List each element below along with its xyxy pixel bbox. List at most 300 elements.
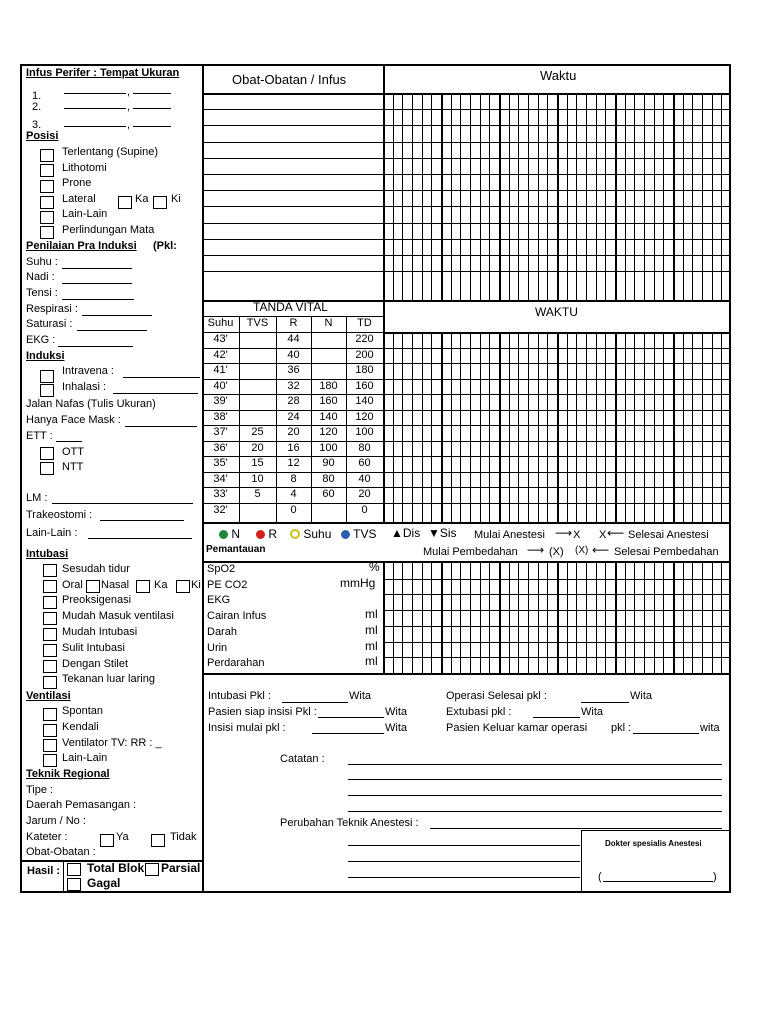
- vital-row-line: [202, 379, 384, 380]
- legend-n-label: N: [231, 527, 241, 541]
- signature-close: ): [713, 871, 717, 883]
- pasien-keluar-label: Pasien Keluar kamar operasi: [446, 722, 588, 734]
- waktu-grid-top-col: [470, 93, 471, 300]
- waktu-grid-top-col: [499, 93, 501, 300]
- insisi-field[interactable]: [312, 733, 384, 734]
- tekanan-laring-label: Tekanan luar laring: [62, 673, 155, 685]
- ntt-checkbox[interactable]: [40, 462, 54, 475]
- waktu-header-top: Waktu: [540, 68, 577, 83]
- kendali-checkbox[interactable]: [43, 724, 57, 737]
- ventilasi-lainlain-checkbox[interactable]: [43, 754, 57, 767]
- waktu-grid-top-col: [460, 93, 461, 300]
- posisi-checkbox-lateral[interactable]: [40, 196, 54, 209]
- waktu-grid-vital-col: [538, 332, 539, 522]
- waktu-grid-top-col: [634, 93, 635, 300]
- preoksigenasi-label: Preoksigenasi: [62, 594, 132, 606]
- ekg-field[interactable]: [58, 346, 133, 347]
- perubahan-line-3[interactable]: [348, 861, 580, 862]
- waktu-grid-vital-col: [702, 332, 703, 522]
- waktu-grid-vital-col: [673, 332, 675, 522]
- insisi-wita: Wita: [385, 722, 407, 734]
- vital-col-header: N: [324, 317, 333, 329]
- vital-row-line: [202, 348, 384, 349]
- intubasi-nasal-label: Nasal: [101, 579, 130, 591]
- legend-r-label: R: [268, 527, 278, 541]
- waktu-grid-vital-row: [383, 379, 731, 380]
- lateral-ka-checkbox[interactable]: [118, 196, 132, 209]
- arrow-left-icon: ⟵: [607, 526, 625, 540]
- monitor-label: PE CO2: [207, 578, 248, 591]
- operasi-selesai-field[interactable]: [581, 702, 629, 703]
- vital-cell: 16: [287, 441, 300, 454]
- arrow-right-icon: ⟶: [555, 526, 573, 540]
- obat-row-line[interactable]: [202, 158, 384, 159]
- monitor-unit: ml: [365, 638, 378, 653]
- waktu-grid-vital-col: [460, 332, 461, 522]
- monitor-unit: ml: [365, 654, 378, 669]
- vital-cell: 28: [287, 395, 300, 407]
- waktu-grid-vital-col: [393, 332, 394, 522]
- intubasi-ka-checkbox[interactable]: [136, 580, 150, 593]
- vital-cell: 180: [355, 364, 374, 376]
- waktu-grid-monitor-row: [383, 657, 731, 658]
- lm-field[interactable]: [52, 503, 193, 504]
- vital-cell: [239, 332, 276, 348]
- tensi-field[interactable]: [62, 299, 134, 300]
- waktu-grid-monitor-row: [383, 579, 731, 580]
- obat-row-line[interactable]: [202, 109, 384, 110]
- legend-r: [256, 528, 277, 541]
- waktu-grid-vital-col: [451, 332, 452, 522]
- ett-field[interactable]: [56, 441, 82, 442]
- vital-cell: 33': [213, 488, 228, 500]
- ventilasi-lainlain-label: Lain-Lain: [62, 752, 108, 764]
- selesai-pembedahan-label: Selesai Pembedahan: [614, 546, 719, 558]
- waktu-grid-vital-col: [596, 332, 597, 522]
- kateter-ya-checkbox[interactable]: [100, 834, 114, 847]
- nadi-field[interactable]: [62, 283, 132, 284]
- selesai-pembedahan-x: (X): [575, 545, 589, 556]
- waktu-grid-vital-col: [547, 332, 548, 522]
- waktu-grid-top-col: [547, 93, 548, 300]
- vital-cell: 37': [213, 426, 228, 438]
- waktu-grid-top-row: [383, 223, 731, 224]
- vital-cell: 160: [319, 395, 338, 407]
- vital-cell: [311, 363, 346, 379]
- vital-cell: 8: [290, 472, 297, 485]
- posisi-lainlain-label: Lain-Lain: [62, 208, 108, 220]
- mudah-intubasi-checkbox[interactable]: [43, 628, 57, 641]
- up-triangle-icon: ▲: [391, 526, 403, 540]
- waktu-grid-top-row: [383, 255, 731, 256]
- obat-row-line[interactable]: [202, 206, 384, 207]
- dokter-label: Dokter spesialis Anestesi: [605, 839, 702, 848]
- gagal-checkbox[interactable]: [67, 878, 81, 891]
- legend-tvs-dot: [341, 530, 350, 539]
- pasien-keluar-pkl: pkl :: [611, 722, 632, 734]
- waktu-grid-top-col: [615, 93, 617, 300]
- lainlain-induksi-field[interactable]: [88, 538, 192, 539]
- waktu-grid-monitor-row: [383, 642, 731, 643]
- intubasi-ka-label: Ka: [154, 579, 168, 591]
- intubasi-pkl-field[interactable]: [282, 702, 348, 703]
- perubahan-label: Perubahan Teknik Anestesi :: [280, 817, 419, 829]
- sulit-intubasi-label: Sulit Intubasi: [62, 642, 125, 654]
- vital-cell: 0: [290, 503, 297, 516]
- waktu-grid-top-col: [528, 93, 529, 300]
- perubahan-line-1[interactable]: [430, 828, 722, 829]
- vital-cell: 12: [287, 457, 300, 469]
- waktu-grid-top-row: [383, 174, 731, 175]
- waktu-grid-vital-row: [383, 348, 731, 349]
- vital-cell: 140: [319, 410, 338, 423]
- legend-n: [219, 528, 240, 541]
- vital-cell: 100: [355, 426, 374, 438]
- waktu-grid-vital-col: [615, 332, 617, 522]
- waktu-grid-vital-row: [383, 410, 731, 411]
- vital-cell: 40: [287, 348, 300, 361]
- obat-row-line[interactable]: [202, 142, 384, 143]
- dengan-stilet-label: Dengan Stilet: [62, 658, 129, 670]
- perubahan-line-2[interactable]: [348, 845, 580, 846]
- intubasi-wita: Wita: [349, 690, 371, 702]
- vital-cell: 39': [213, 395, 228, 407]
- monitor-label: Urin: [207, 641, 228, 654]
- vital-cell: 100: [319, 441, 338, 454]
- down-triangle-icon: ▼: [428, 526, 440, 540]
- ventilasi-title: Ventilasi: [26, 690, 71, 702]
- infus-3-field-a[interactable]: [64, 126, 126, 127]
- sulit-intubasi-checkbox[interactable]: [43, 644, 57, 657]
- vital-cell: 38': [213, 410, 228, 423]
- hasil-label: Hasil :: [27, 865, 61, 877]
- pasien-siap-wita: Wita: [385, 706, 407, 718]
- waktu-grid-vital-col: [576, 332, 577, 522]
- monitor-label: EKG: [207, 594, 231, 607]
- waktu-grid-vital-col: [692, 332, 693, 522]
- obat-header: Obat-Obatan / Infus: [232, 72, 347, 87]
- kateter-tidak-checkbox[interactable]: [151, 834, 165, 847]
- waktu-grid-top-row: [383, 125, 731, 126]
- catatan-label: Catatan :: [280, 753, 325, 765]
- teknik-regional-title: Teknik Regional: [26, 768, 110, 780]
- vital-cell: 34': [213, 472, 228, 485]
- vital-cell: 180: [319, 379, 338, 392]
- tipe-label: Tipe :: [26, 784, 54, 796]
- waktu-grid-top-col: [431, 93, 432, 300]
- kendali-label: Kendali: [62, 721, 99, 733]
- vital-cell: 60: [322, 488, 335, 500]
- pra-induksi-title: Penilaian Pra Induksi: [26, 240, 137, 252]
- ventilator-checkbox[interactable]: [43, 739, 57, 752]
- face-mask-field[interactable]: [125, 426, 197, 427]
- vital-cell: 36: [287, 364, 300, 376]
- monitor-unit: ml: [365, 607, 378, 622]
- face-mask-label: Hanya Face Mask :: [26, 414, 121, 426]
- legend-suhu: [290, 528, 331, 541]
- waktu-grid-top-col: [683, 93, 684, 300]
- lateral-ka-label: Ka: [135, 193, 149, 205]
- waktu-grid-monitor-row: [383, 626, 731, 627]
- ott-label: OTT: [62, 446, 84, 458]
- vital-row-line: [202, 394, 384, 395]
- waktu-grid-top-col: [567, 93, 568, 300]
- mulai-anestesi-x: X: [573, 529, 581, 541]
- vital-cell: 42': [213, 348, 228, 361]
- vital-cell: 20: [287, 426, 300, 438]
- vital-row-line: [202, 487, 384, 488]
- total-blok-checkbox[interactable]: [67, 863, 81, 876]
- inhalasi-checkbox[interactable]: [40, 384, 54, 397]
- waktu-grid-vital-col: [605, 332, 606, 522]
- vital-cell: 160: [355, 379, 374, 392]
- vital-cell: [311, 503, 346, 519]
- waktu-grid-top-col: [480, 93, 481, 300]
- waktu-grid-vital-col: [557, 332, 559, 522]
- extubasi-wita: Wita: [581, 706, 603, 718]
- monitor-unit: mmHg: [340, 575, 376, 590]
- infus-2-field-a[interactable]: [64, 108, 126, 109]
- vital-cell: 32: [287, 379, 300, 392]
- arrow-left-icon: ⟵: [592, 543, 610, 557]
- waktu-grid-vital-col: [441, 332, 443, 522]
- waktu-grid-top-col: [576, 93, 577, 300]
- extubasi-label: Extubasi pkl :: [446, 706, 512, 718]
- preoksigenasi-checkbox[interactable]: [43, 596, 57, 609]
- infus-3-field-b[interactable]: [133, 126, 171, 127]
- ott-checkbox[interactable]: [40, 447, 54, 460]
- legend-sis: [428, 527, 457, 540]
- mulai-pembedahan-x: (X): [549, 546, 564, 558]
- posisi-checkbox-lithotomi[interactable]: [40, 164, 54, 177]
- vital-cell: 43': [213, 333, 228, 345]
- jalan-nafas-label: Jalan Nafas (Tulis Ukuran): [26, 398, 156, 410]
- intubasi-sesudah-tidur-checkbox[interactable]: [43, 564, 57, 577]
- parsial-checkbox[interactable]: [145, 863, 159, 876]
- trakeostomi-label: Trakeostomi :: [26, 509, 93, 521]
- posisi-checkbox-mata[interactable]: [40, 226, 54, 239]
- waktu-grid-monitor-row: [383, 594, 731, 595]
- saturasi-field[interactable]: [77, 330, 147, 331]
- intravena-field[interactable]: [123, 377, 200, 378]
- legend-r-dot: [256, 530, 265, 539]
- waktu-grid-top-col: [663, 93, 664, 300]
- waktu-grid-vital-col: [528, 332, 529, 522]
- waktu-grid-vital-col: [470, 332, 471, 522]
- legend-dis: [391, 527, 420, 540]
- waktu-grid-top-col: [712, 93, 713, 300]
- tanda-vital-header: TANDA VITAL: [253, 300, 328, 314]
- vital-cell: 20: [251, 441, 264, 454]
- tekanan-laring-checkbox[interactable]: [43, 676, 57, 689]
- vital-cell: 60: [358, 457, 371, 469]
- waktu-grid-vital-row: [383, 503, 731, 504]
- lateral-ki-label: Ki: [171, 193, 181, 205]
- vital-row-line: [202, 503, 384, 504]
- waktu-grid-vital-row: [383, 363, 731, 364]
- obat-row-line[interactable]: [202, 174, 384, 175]
- infus-2-field-b[interactable]: [133, 108, 171, 109]
- waktu-grid-top-col: [586, 93, 587, 300]
- vital-row-line: [202, 456, 384, 457]
- waktu-grid-top-col: [538, 93, 539, 300]
- obat-row-line[interactable]: [202, 239, 384, 240]
- posisi-lateral-label: Lateral: [62, 193, 96, 205]
- trakeostomi-field[interactable]: [100, 520, 184, 521]
- obat-obatan-label: Obat-Obatan :: [26, 846, 96, 858]
- mudah-ventilasi-checkbox[interactable]: [43, 612, 57, 625]
- obat-row-line[interactable]: [202, 223, 384, 224]
- vital-cell: 40': [213, 379, 228, 392]
- intubasi-nasal-checkbox[interactable]: [86, 580, 100, 593]
- waktu-grid-vital-col: [412, 332, 413, 522]
- dokter-signature-field[interactable]: [603, 881, 713, 882]
- legend-tvs-label: TVS: [353, 527, 377, 541]
- waktu-grid-vital-col: [634, 332, 635, 522]
- intubasi-ki-checkbox[interactable]: [176, 580, 190, 593]
- waktu-grid-top-col: [673, 93, 675, 300]
- waktu-grid-top-row: [383, 142, 731, 143]
- signature-open: (: [598, 871, 602, 883]
- waktu-grid-vital-col: [499, 332, 501, 522]
- obat-row-line[interactable]: [202, 255, 384, 256]
- kateter-label: Kateter :: [26, 831, 68, 843]
- intubasi-oral-checkbox[interactable]: [43, 580, 57, 593]
- vital-cell: 15: [251, 457, 264, 469]
- vital-cell: 0: [361, 503, 368, 516]
- arrow-right-icon: ⟶: [527, 543, 545, 557]
- nadi-label: Nadi :: [26, 271, 55, 283]
- infus-1-field-a[interactable]: [64, 93, 126, 94]
- vital-cell: 32': [213, 503, 228, 516]
- monitor-label: Perdarahan: [207, 657, 265, 670]
- lateral-ki-checkbox[interactable]: [153, 196, 167, 209]
- obat-row-line[interactable]: [202, 125, 384, 126]
- vital-cell: 10: [251, 472, 264, 485]
- posisi-prone-label: Prone: [62, 177, 92, 189]
- vital-cell: [239, 363, 276, 379]
- waktu-grid-top-row: [383, 190, 731, 191]
- vital-col-header: Suhu: [207, 317, 234, 329]
- waktu-grid-top-col: [509, 93, 510, 300]
- inhalasi-field[interactable]: [113, 393, 198, 394]
- posisi-checkbox-supine[interactable]: [40, 149, 54, 162]
- vital-cell: [239, 503, 276, 519]
- obat-row-line[interactable]: [202, 190, 384, 191]
- induksi-title: Induksi: [26, 350, 65, 362]
- waktu-grid-top-col: [518, 93, 519, 300]
- intravena-checkbox[interactable]: [40, 370, 54, 383]
- posisi-checkbox-lainlain[interactable]: [40, 211, 54, 224]
- vital-cell: [311, 332, 346, 348]
- vital-cell: 140: [355, 395, 374, 407]
- inhalasi-label: Inhalasi :: [62, 381, 107, 393]
- spontan-checkbox[interactable]: [43, 708, 57, 721]
- vital-row-line: [202, 363, 384, 364]
- waktu-grid-top-col: [402, 93, 403, 300]
- waktu-grid-vital-col: [721, 332, 722, 522]
- intubasi-ki-label: Ki: [191, 579, 201, 591]
- mudah-ventilasi-label: Mudah Masuk ventilasi: [62, 610, 174, 622]
- intravena-label: Intravena :: [62, 365, 114, 377]
- waktu-grid-top-col: [422, 93, 423, 300]
- infus-1-field-b[interactable]: [133, 93, 171, 94]
- vital-cell: [239, 410, 276, 426]
- waktu-grid-top-col: [721, 93, 722, 300]
- pasien-siap-field[interactable]: [318, 717, 384, 718]
- insisi-label: Insisi mulai pkl :: [208, 722, 286, 734]
- catatan-line-3[interactable]: [348, 795, 722, 796]
- saturasi-label: Saturasi :: [26, 318, 73, 330]
- waktu-grid-vital-col: [644, 332, 645, 522]
- legend-suhu-label: Suhu: [303, 527, 332, 541]
- pasien-keluar-field[interactable]: [633, 733, 699, 734]
- pra-induksi-pkl: (Pkl:: [153, 240, 177, 252]
- mulai-anestesi-label: Mulai Anestesi: [474, 529, 545, 541]
- waktu-grid-monitor-row: [383, 610, 731, 611]
- extubasi-field[interactable]: [533, 717, 580, 718]
- waktu-grid-top-col: [393, 93, 394, 300]
- dengan-stilet-checkbox[interactable]: [43, 660, 57, 673]
- waktu-grid-top-row: [383, 239, 731, 240]
- monitor-unit: %: [369, 560, 380, 574]
- infus-item-2: 2.: [32, 101, 42, 113]
- intubasi-pkl-label: Intubasi Pkl :: [208, 690, 271, 702]
- legend-tvs: [341, 528, 376, 541]
- waktu-grid-vital-col: [683, 332, 684, 522]
- mulai-pembedahan-label: Mulai Pembedahan: [423, 546, 518, 558]
- waktu-grid-vital-row: [383, 456, 731, 457]
- suhu-field[interactable]: [62, 268, 132, 269]
- obat-row-line[interactable]: [202, 271, 384, 272]
- vital-cell: 5: [254, 488, 261, 500]
- waktu-grid-vital-col: [518, 332, 519, 522]
- waktu-grid-vital-col: [625, 332, 626, 522]
- catatan-line-1[interactable]: [348, 764, 722, 765]
- respirasi-label: Respirasi :: [26, 303, 78, 315]
- respirasi-field[interactable]: [82, 315, 152, 316]
- vital-cell: 80: [358, 441, 371, 454]
- perubahan-line-4[interactable]: [348, 877, 580, 878]
- vital-cell: 200: [355, 348, 374, 361]
- catatan-line-2[interactable]: [348, 779, 722, 780]
- vital-col-header: TD: [357, 317, 372, 329]
- monitor-label: SpO2: [207, 563, 236, 575]
- kateter-ya-label: Ya: [116, 831, 129, 843]
- monitor-label: Darah: [207, 625, 237, 638]
- vital-row-line: [202, 410, 384, 411]
- ventilator-label: Ventilator TV: RR : _: [62, 737, 162, 749]
- total-blok-label: Total Blok: [87, 861, 145, 875]
- mudah-intubasi-label: Mudah Intubasi: [62, 626, 138, 638]
- tensi-label: Tensi :: [26, 287, 58, 299]
- catatan-line-4[interactable]: [348, 811, 722, 812]
- gagal-label: Gagal: [87, 876, 121, 890]
- posisi-supine-label: Terlentang (Supine): [62, 146, 159, 158]
- vital-cell: 36': [213, 441, 228, 454]
- waktu-grid-top-row: [383, 109, 731, 110]
- waktu-grid-vital-row: [383, 394, 731, 395]
- posisi-checkbox-prone[interactable]: [40, 180, 54, 193]
- vital-cell: 44: [287, 333, 300, 345]
- vital-cell: 25: [251, 426, 264, 438]
- waktu-grid-vital-row: [383, 487, 731, 488]
- pasien-siap-label: Pasien siap insisi Pkl :: [208, 706, 317, 718]
- vital-cell: [239, 394, 276, 410]
- vital-cell: 90: [322, 457, 335, 469]
- waktu-grid-vital-col: [712, 332, 713, 522]
- waktu-grid-top-col: [625, 93, 626, 300]
